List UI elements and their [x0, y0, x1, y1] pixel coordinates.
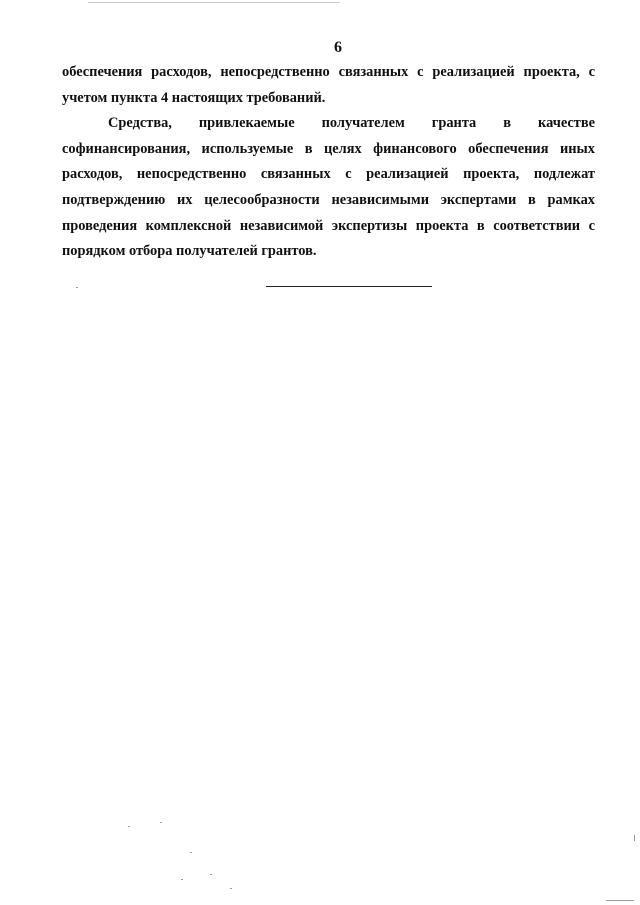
document-body — [62, 60, 595, 265]
scan-artifact — [606, 900, 634, 901]
scan-artifact — [634, 835, 635, 841]
scan-artifact — [210, 874, 212, 875]
scan-artifact — [76, 287, 78, 288]
paragraph-cofinancing: Средства, привлекаемые получателем гранта в качестве софинансирования, используемые в целях финансового обеспечения иных расходов, непосредственно связанных с реализацией проекта, подлежат подтверждению их целесообразности независимыми экспертами в рамках проведения комплексной независимой экспертизы проекта в соответствии с порядком отбора получателей грантов. — [62, 115, 595, 260]
paragraph-continuation: обеспечения расходов, непосредственно связанных с реализацией проекта, с учетом пункта 4 настоящих требований. — [62, 64, 595, 106]
scan-edge-line — [88, 2, 340, 3]
scan-artifact — [128, 826, 130, 827]
page-number: 6 — [334, 39, 342, 56]
scan-artifact — [230, 888, 232, 889]
scan-artifact — [160, 822, 162, 823]
end-of-text-rule — [266, 286, 432, 287]
scan-artifact — [190, 852, 192, 853]
scan-artifact — [181, 879, 183, 880]
